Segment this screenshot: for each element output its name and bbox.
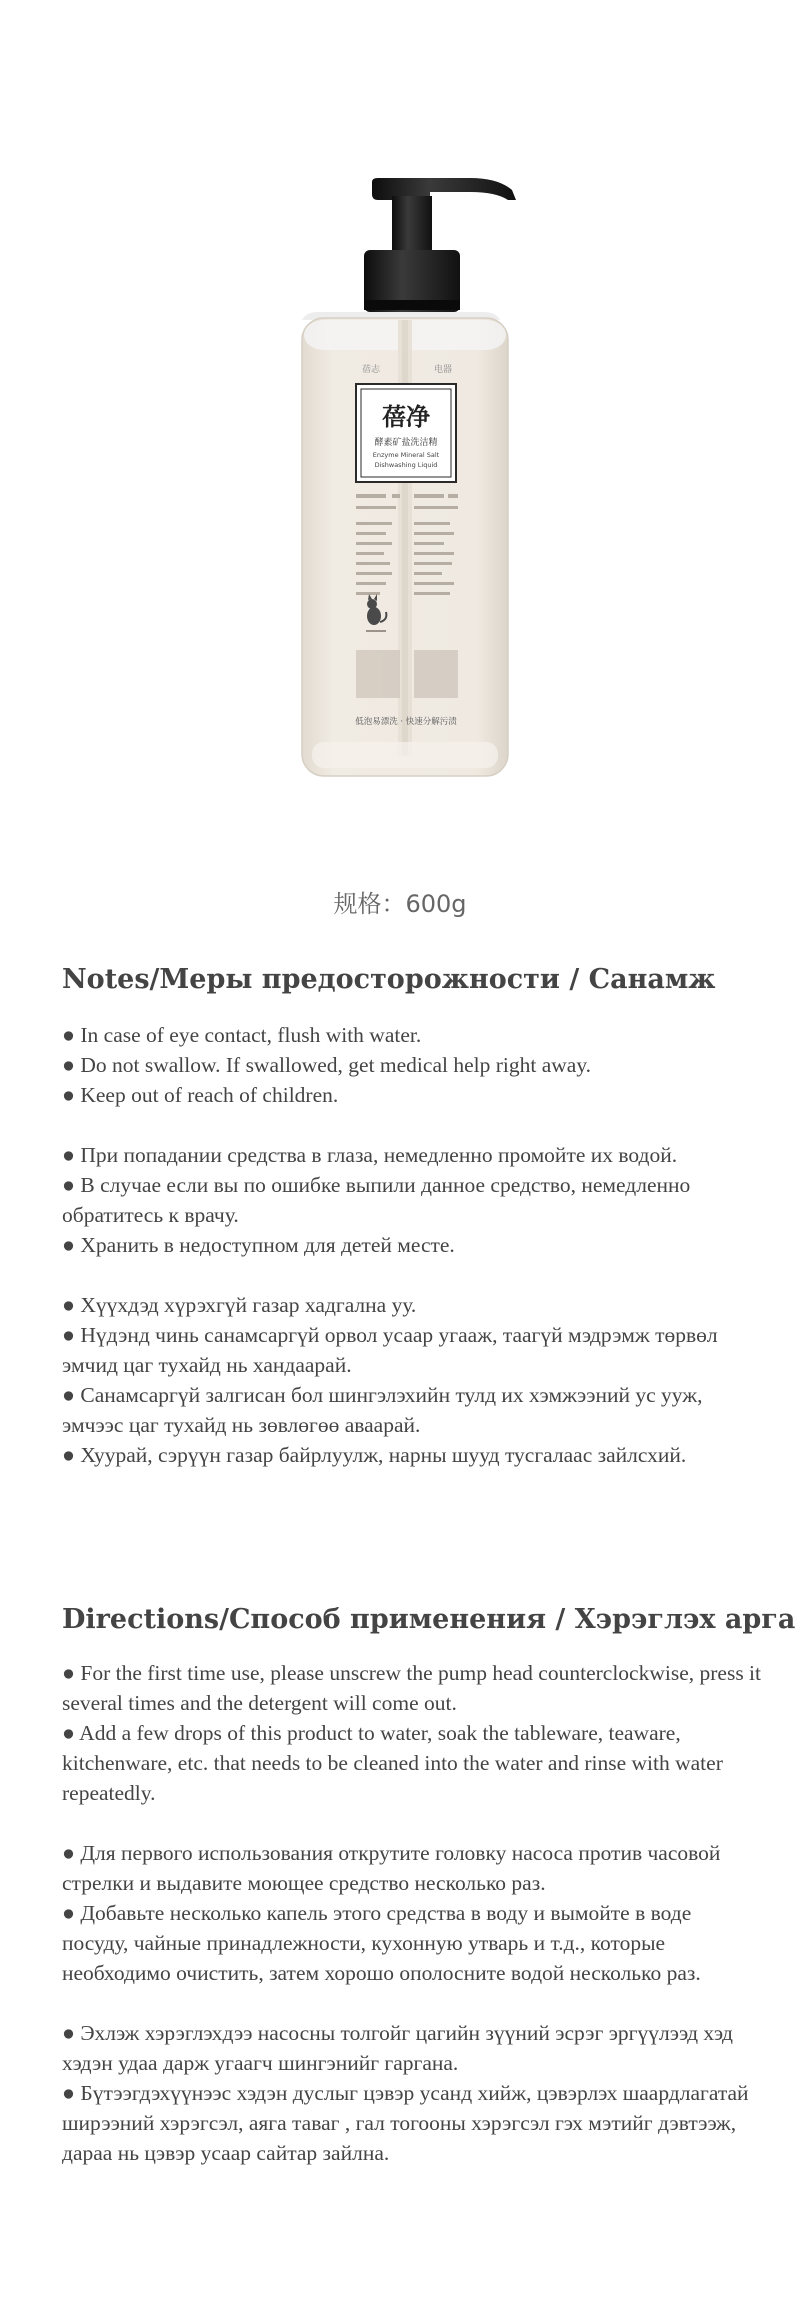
directions-ru-2: ● Добавьте несколько капель этого средства в воду и вымойте в воде посуду, чайные принадлежности, кухонную утварь и т.д., которые необходимо очистить, затем хорошо ополосните водой несколько раз. bbox=[62, 1901, 701, 1985]
directions-ru-1: ● Для первого использования открутите головку насоса против часовой стрелки и выдавите моющее средство несколько раз. bbox=[62, 1841, 721, 1895]
notes-en-1: ● In case of eye contact, flush with water. bbox=[62, 1023, 422, 1047]
directions-en-1: ● For the first time use, please unscrew the pump head counterclockwise, press it several times and the detergent will come out. bbox=[62, 1661, 762, 1715]
notes-mn-4: ● Хуурай, сэрүүн газар байрлуулж, нарны шууд тусгалаас зайлсхий. bbox=[62, 1443, 687, 1467]
directions-en-2: ● Add a few drops of this product to water, soak the tableware, teaware, kitchenware, etc. that needs to be cleaned into the water and rinse with water repeatedly. bbox=[62, 1721, 723, 1805]
directions-mn-1: ● Эхлэж хэрэглэхдээ насосны толгойг цагийн зүүний эсрэг эргүүлээд хэд хэдэн удаа дарж угаагч шингэнийг гаргана. bbox=[62, 2021, 733, 2075]
directions-body bbox=[62, 1658, 762, 2168]
spec-label: 规格：600g bbox=[333, 890, 467, 918]
notes-title: Notes/Меры предосторожности / Санамж bbox=[62, 964, 716, 995]
product-name-en-1: Enzyme Mineral Salt bbox=[372, 451, 440, 459]
pump-neck bbox=[392, 196, 432, 256]
notes-en-2: ● Do not swallow. If swallowed, get medical help right away. bbox=[62, 1053, 592, 1077]
top-strip-right: 电器 bbox=[434, 365, 453, 375]
notes-en-3: ● Keep out of reach of children. bbox=[62, 1083, 339, 1107]
product-label bbox=[356, 384, 456, 482]
notes-body bbox=[62, 1020, 762, 1470]
notes-ru-2: ● В случае если вы по ошибке выпили данное средство, немедленно обратитесь к врачу. bbox=[62, 1173, 691, 1227]
notes-mn-2: ● Нүдэнд чинь санамсаргүй орвол усаар угааж, таагүй мэдрэмж төрвөл эмчид цаг тухайд нь хандаарай. bbox=[62, 1323, 718, 1377]
directions-mn-2: ● Бүтээгдэхүүнээс хэдэн дуслыг цэвэр усанд хийж, цэвэрлэх шаардлагатай ширээний хэрэгсэл, аяга таваг , гал тогооны хэрэгсэл гэх мэтийг дэвтээж, дараа нь цэвэр усаар сайтар зайлна. bbox=[62, 2081, 749, 2165]
product-image bbox=[0, 0, 800, 820]
notes-ru-3: ● Хранить в недоступном для детей месте. bbox=[62, 1233, 455, 1257]
product-tagline: 低泡易漂洗 · 快速分解污渍 bbox=[355, 717, 457, 727]
notes-mn-1: ● Хүүхдэд хүрэхгүй газар хадгална уу. bbox=[62, 1293, 417, 1317]
directions-title: Directions/Способ применения / Хэрэглэх арга bbox=[62, 1604, 796, 1635]
brand-name: 蓓净 bbox=[382, 403, 430, 431]
product-name-en-2: Dishwashing Liquid bbox=[374, 461, 438, 469]
product-name-cn: 酵素矿盐洗洁精 bbox=[374, 438, 438, 448]
notes-mn-3: ● Санамсаргүй залгисан бол шингэлэхийн тулд их хэмжээний ус ууж, эмчээс цаг тухайд нь зөвлөгөө аваарай. bbox=[62, 1383, 703, 1437]
notes-ru-1: ● При попадании средства в глаза, немедленно промойте их водой. bbox=[62, 1143, 678, 1167]
top-strip-left: 蓓志 bbox=[362, 365, 381, 375]
